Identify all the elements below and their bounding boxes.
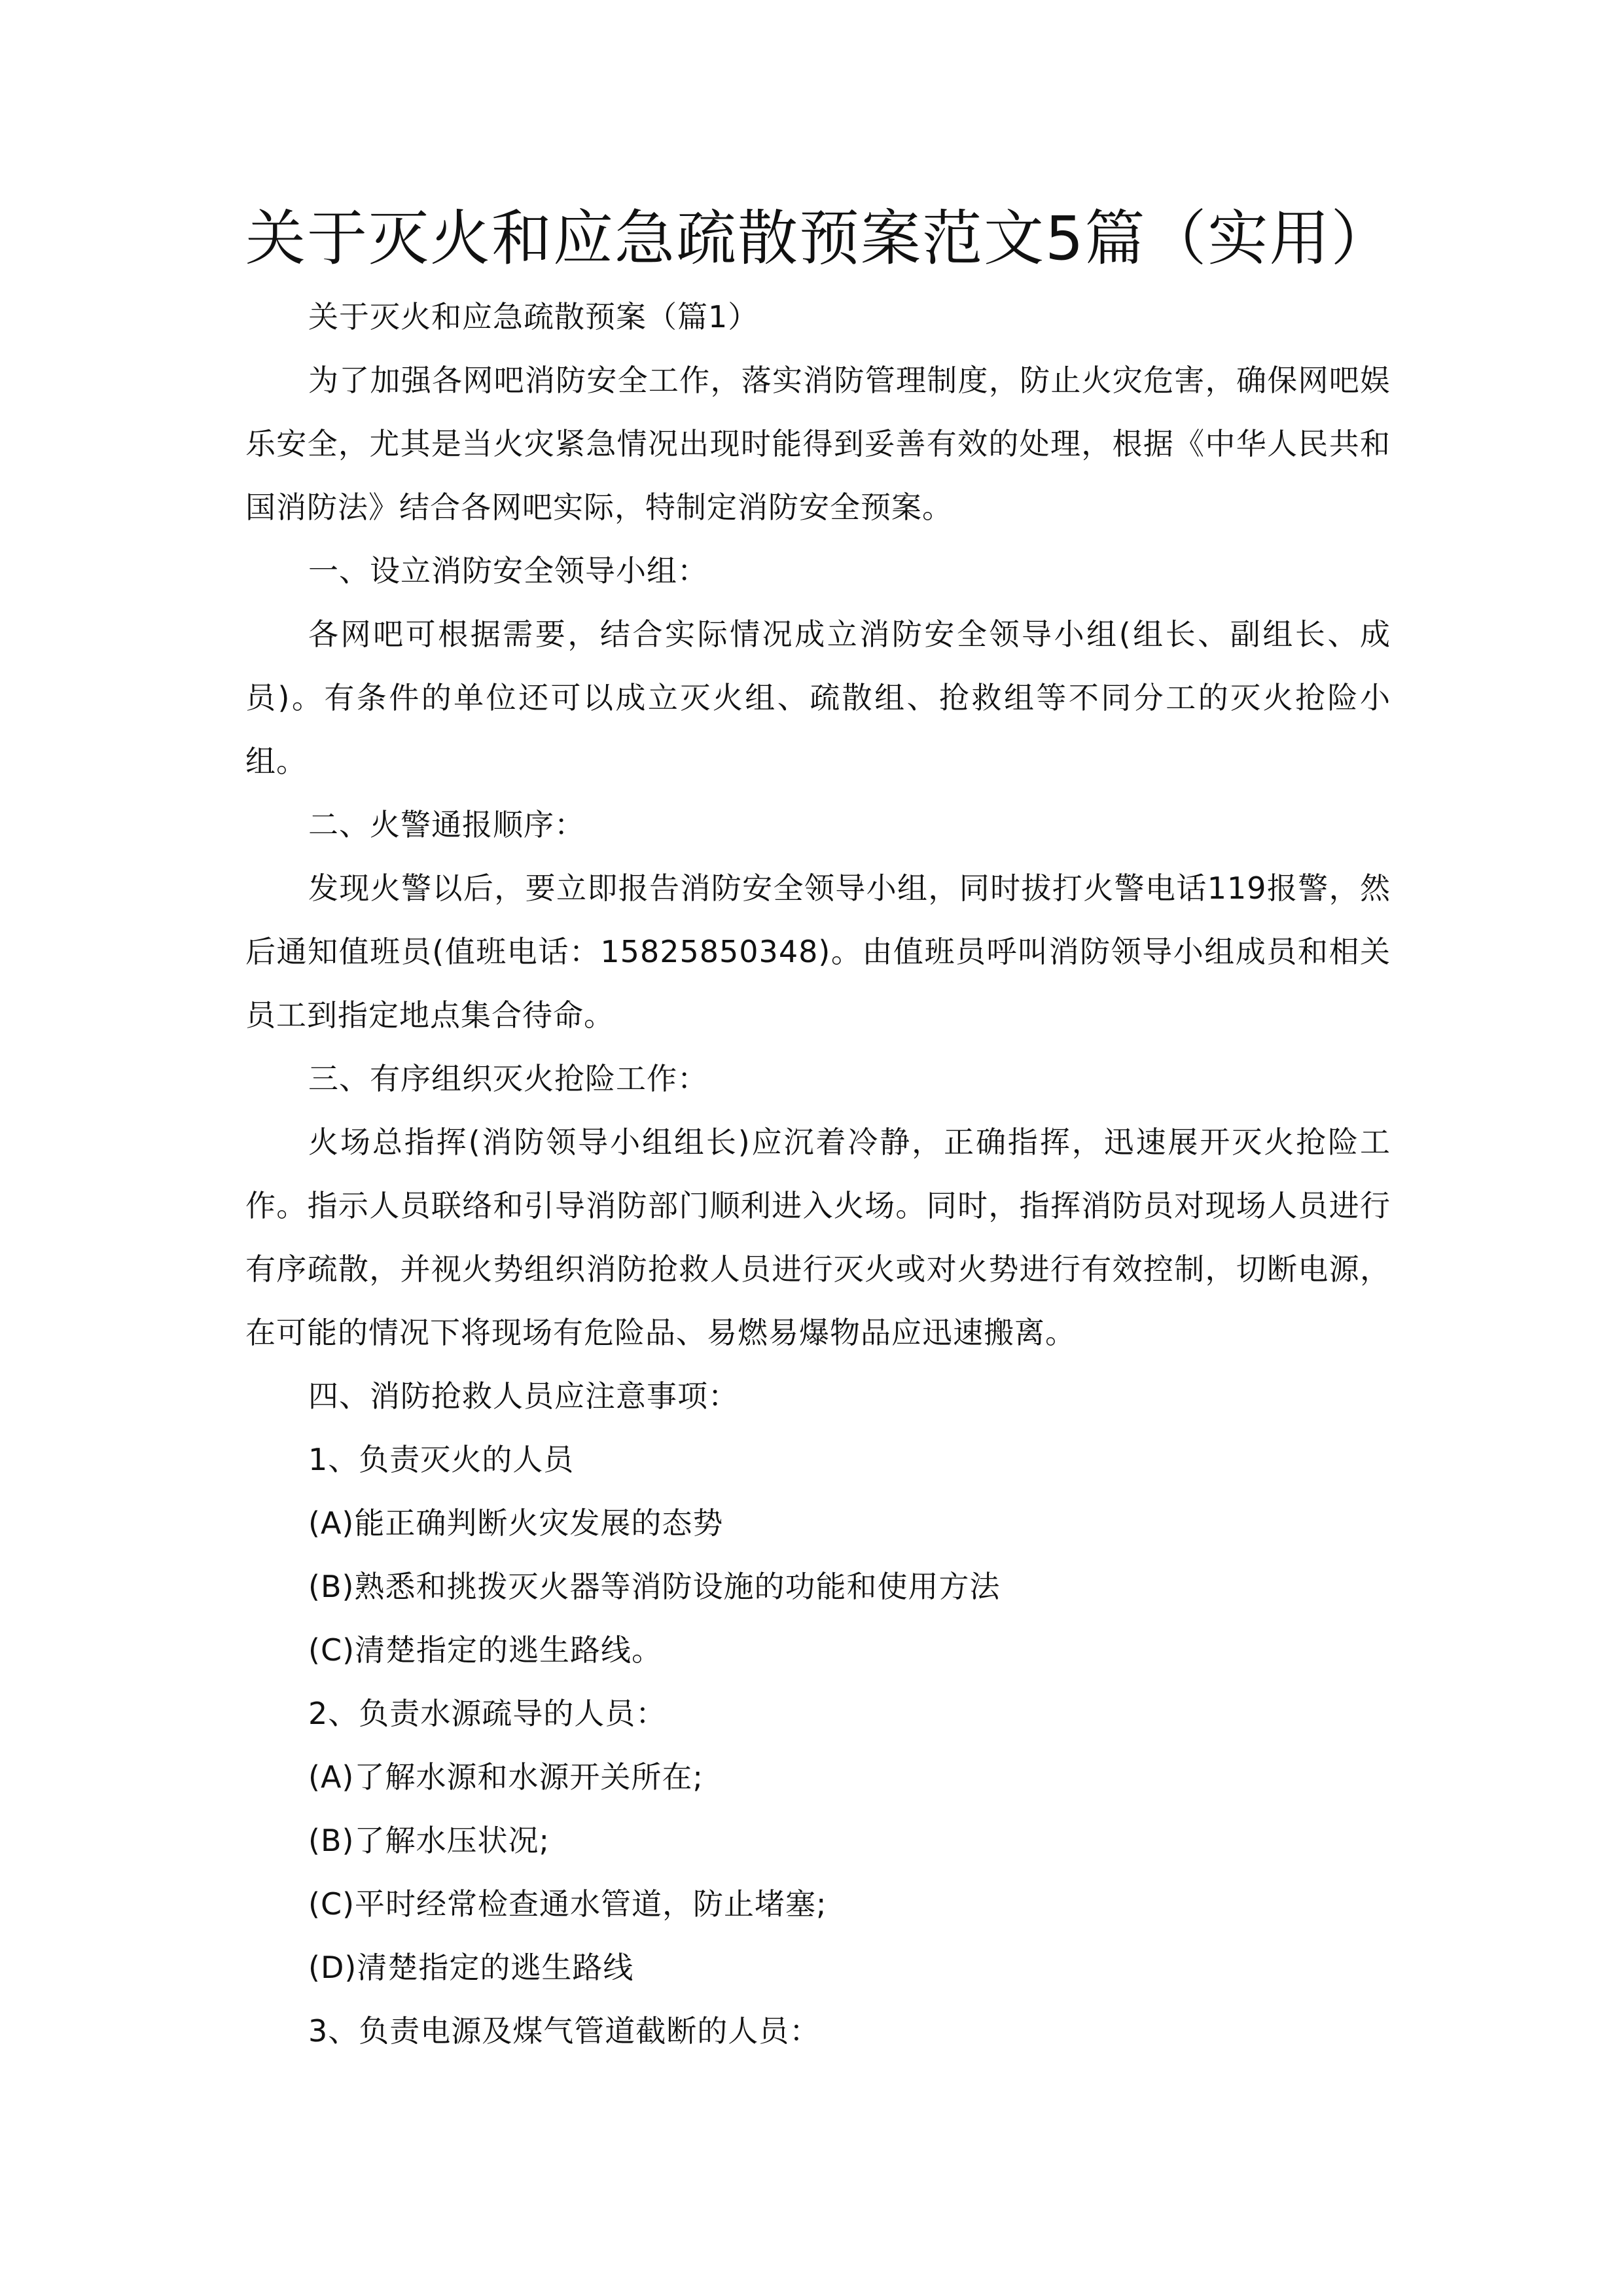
document-page (245, 196, 1391, 2063)
document-title: 关于灭火和应急疏散预案范文5篇（实用） (245, 204, 1393, 274)
paragraph-intro: 为了加强各网吧消防安全工作，落实消防管理制度，防止火灾危害，确保网吧娱乐安全，尤其是当火灾紧急情况出现时能得到妥善有效的处理，根据《中华人民共和国消防法》结合各网吧实际，特制定消防安全预案。 (245, 363, 1391, 525)
heading-alarm-order: 二、火警通报顺序： (308, 807, 585, 842)
list-item: (D)清楚指定的逃生路线 (308, 1950, 634, 1985)
list-item: (C)平时经常检查通水管道，防止堵塞; (308, 1886, 827, 1922)
heading-precautions: 四、消防抢救人员应注意事项： (308, 1378, 739, 1414)
list-item: (C)清楚指定的逃生路线。 (308, 1632, 663, 1668)
section-subtitle: 关于灭火和应急疏散预案（篇1） (308, 299, 759, 334)
list-item: 3、负责电源及煤气管道截断的人员： (308, 2013, 821, 2049)
list-item: 1、负责灭火的人员 (308, 1442, 575, 1477)
list-item: (B)了解水压状况; (308, 1823, 550, 1858)
list-item: 2、负责水源疏导的人员： (308, 1696, 667, 1731)
list-item: (B)熟悉和挑拨灭火器等消防设施的功能和使用方法 (308, 1569, 1001, 1604)
heading-leadership-group: 一、设立消防安全领导小组： (308, 553, 708, 588)
heading-firefighting: 三、有序组织灭火抢险工作： (308, 1061, 708, 1096)
paragraph-leadership-group: 各网吧可根据需要，结合实际情况成立消防安全领导小组(组长、副组长、成员)。有条件的单位还可以成立灭火组、疏散组、抢救组等不同分工的灭火抢险小组。 (245, 617, 1391, 779)
paragraph-alarm-order: 发现火警以后，要立即报告消防安全领导小组，同时拔打火警电话119报警，然后通知值班员(值班电话：15825850348)。由值班员呼叫消防领导小组成员和相关员工到指定地点集合待命。 (245, 870, 1391, 1033)
list-item: (A)能正确判断火灾发展的态势 (308, 1505, 724, 1541)
paragraph-firefighting: 火场总指挥(消防领导小组组长)应沉着冷静，正确指挥，迅速展开灭火抢险工作。指示人员联络和引导消防部门顺利进入火场。同时，指挥消防员对现场人员进行有序疏散，并视火势组织消防抢救人员进行灭火或对火势进行有效控制，切断电源，在可能的情况下将现场有危险品、易燃易爆物品应迅速搬离。 (245, 1124, 1391, 1350)
list-item: (A)了解水源和水源开关所在; (308, 1759, 704, 1795)
